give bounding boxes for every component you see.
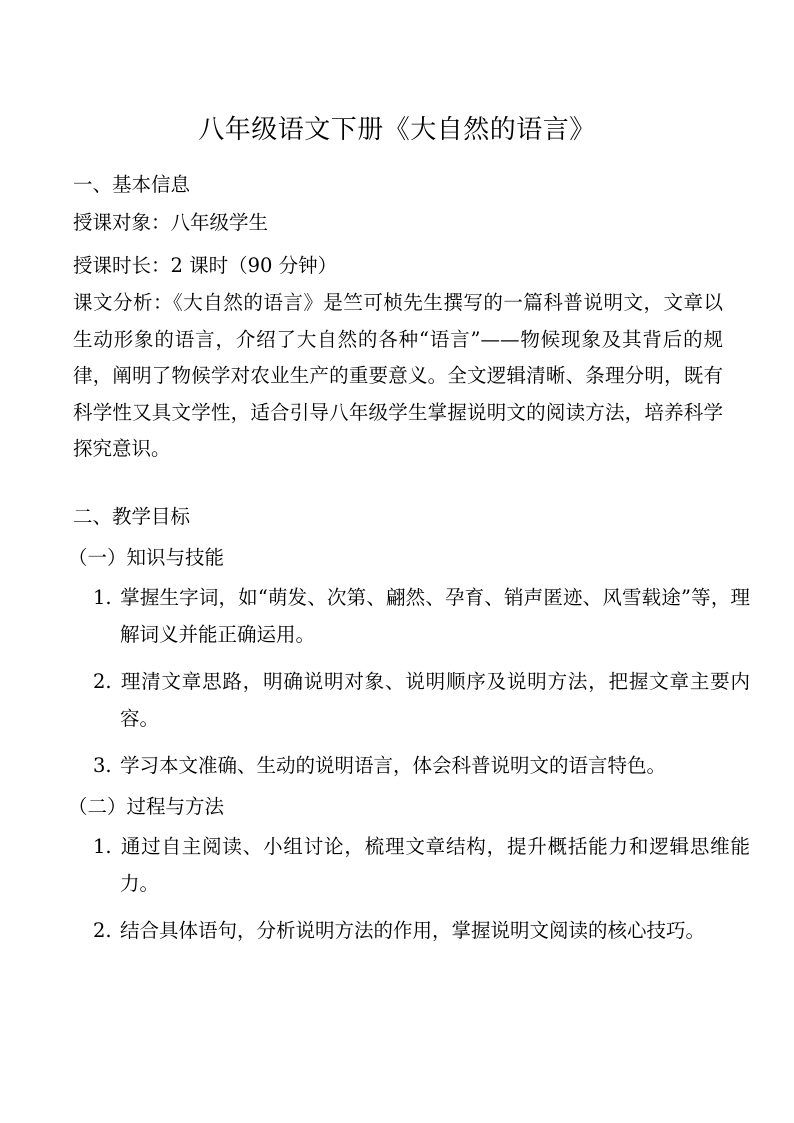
section-heading-basic-info: 一、基本信息: [73, 173, 191, 196]
document-title: 八年级语文下册《大自然的语言》: [198, 115, 596, 145]
list-number: 1.: [93, 586, 112, 609]
field-value: 八年级学生: [170, 211, 269, 234]
field-label: 授课时长：: [73, 254, 171, 277]
list-item: [93, 913, 750, 950]
field-label: 授课对象：: [73, 211, 171, 234]
list-number: 2.: [93, 919, 112, 942]
field-duration: [73, 252, 337, 280]
subsection-heading-knowledge-skills: （一）知识与技能: [68, 546, 225, 569]
list-number: 2.: [93, 670, 112, 693]
list-item: [93, 829, 750, 902]
list-item: [93, 664, 750, 737]
list-number: 3.: [93, 754, 112, 777]
field-value: 《大自然的语言》是竺可桢先生撰写的一篇科普说明文，文章以生动形象的语言，介绍了大自然的各种“语言”——物候现象及其背后的规律，阐明了物候学对农业生产的重要意义。全文逻辑清晰、条理分明，既有科学性又具文学性，适合引导八年级学生掌握说明文的阅读方法，培养科学探究意识。: [73, 291, 723, 461]
list-text: 结合具体语句，分析说明方法的作用，掌握说明文阅读的核心技巧。: [120, 919, 706, 942]
subsection-heading-process-methods: （二）过程与方法: [68, 795, 225, 818]
field-text-analysis: [73, 285, 723, 468]
field-label: 课文分析：: [73, 291, 174, 314]
section-heading-teaching-goals: 二、教学目标: [73, 505, 191, 528]
list-number: 1.: [93, 835, 112, 858]
field-value: 2 课时（90 分钟）: [170, 254, 338, 277]
list-text: 学习本文准确、生动的说明语言，体会科普说明文的语言特色。: [120, 754, 667, 777]
list-item: [93, 748, 750, 785]
list-text: 通过自主阅读、小组讨论，梳理文章结构，提升概括能力和逻辑思维能力。: [120, 835, 750, 895]
field-audience: [73, 209, 268, 237]
list-text: 理清文章思路，明确说明对象、说明顺序及说明方法，把握文章主要内容。: [120, 670, 750, 730]
list-text: 掌握生字词，如“萌发、次第、翩然、孕育、销声匿迹、风雪载途”等，理解词义并能正确运用。: [120, 586, 750, 646]
list-item: [93, 580, 750, 653]
